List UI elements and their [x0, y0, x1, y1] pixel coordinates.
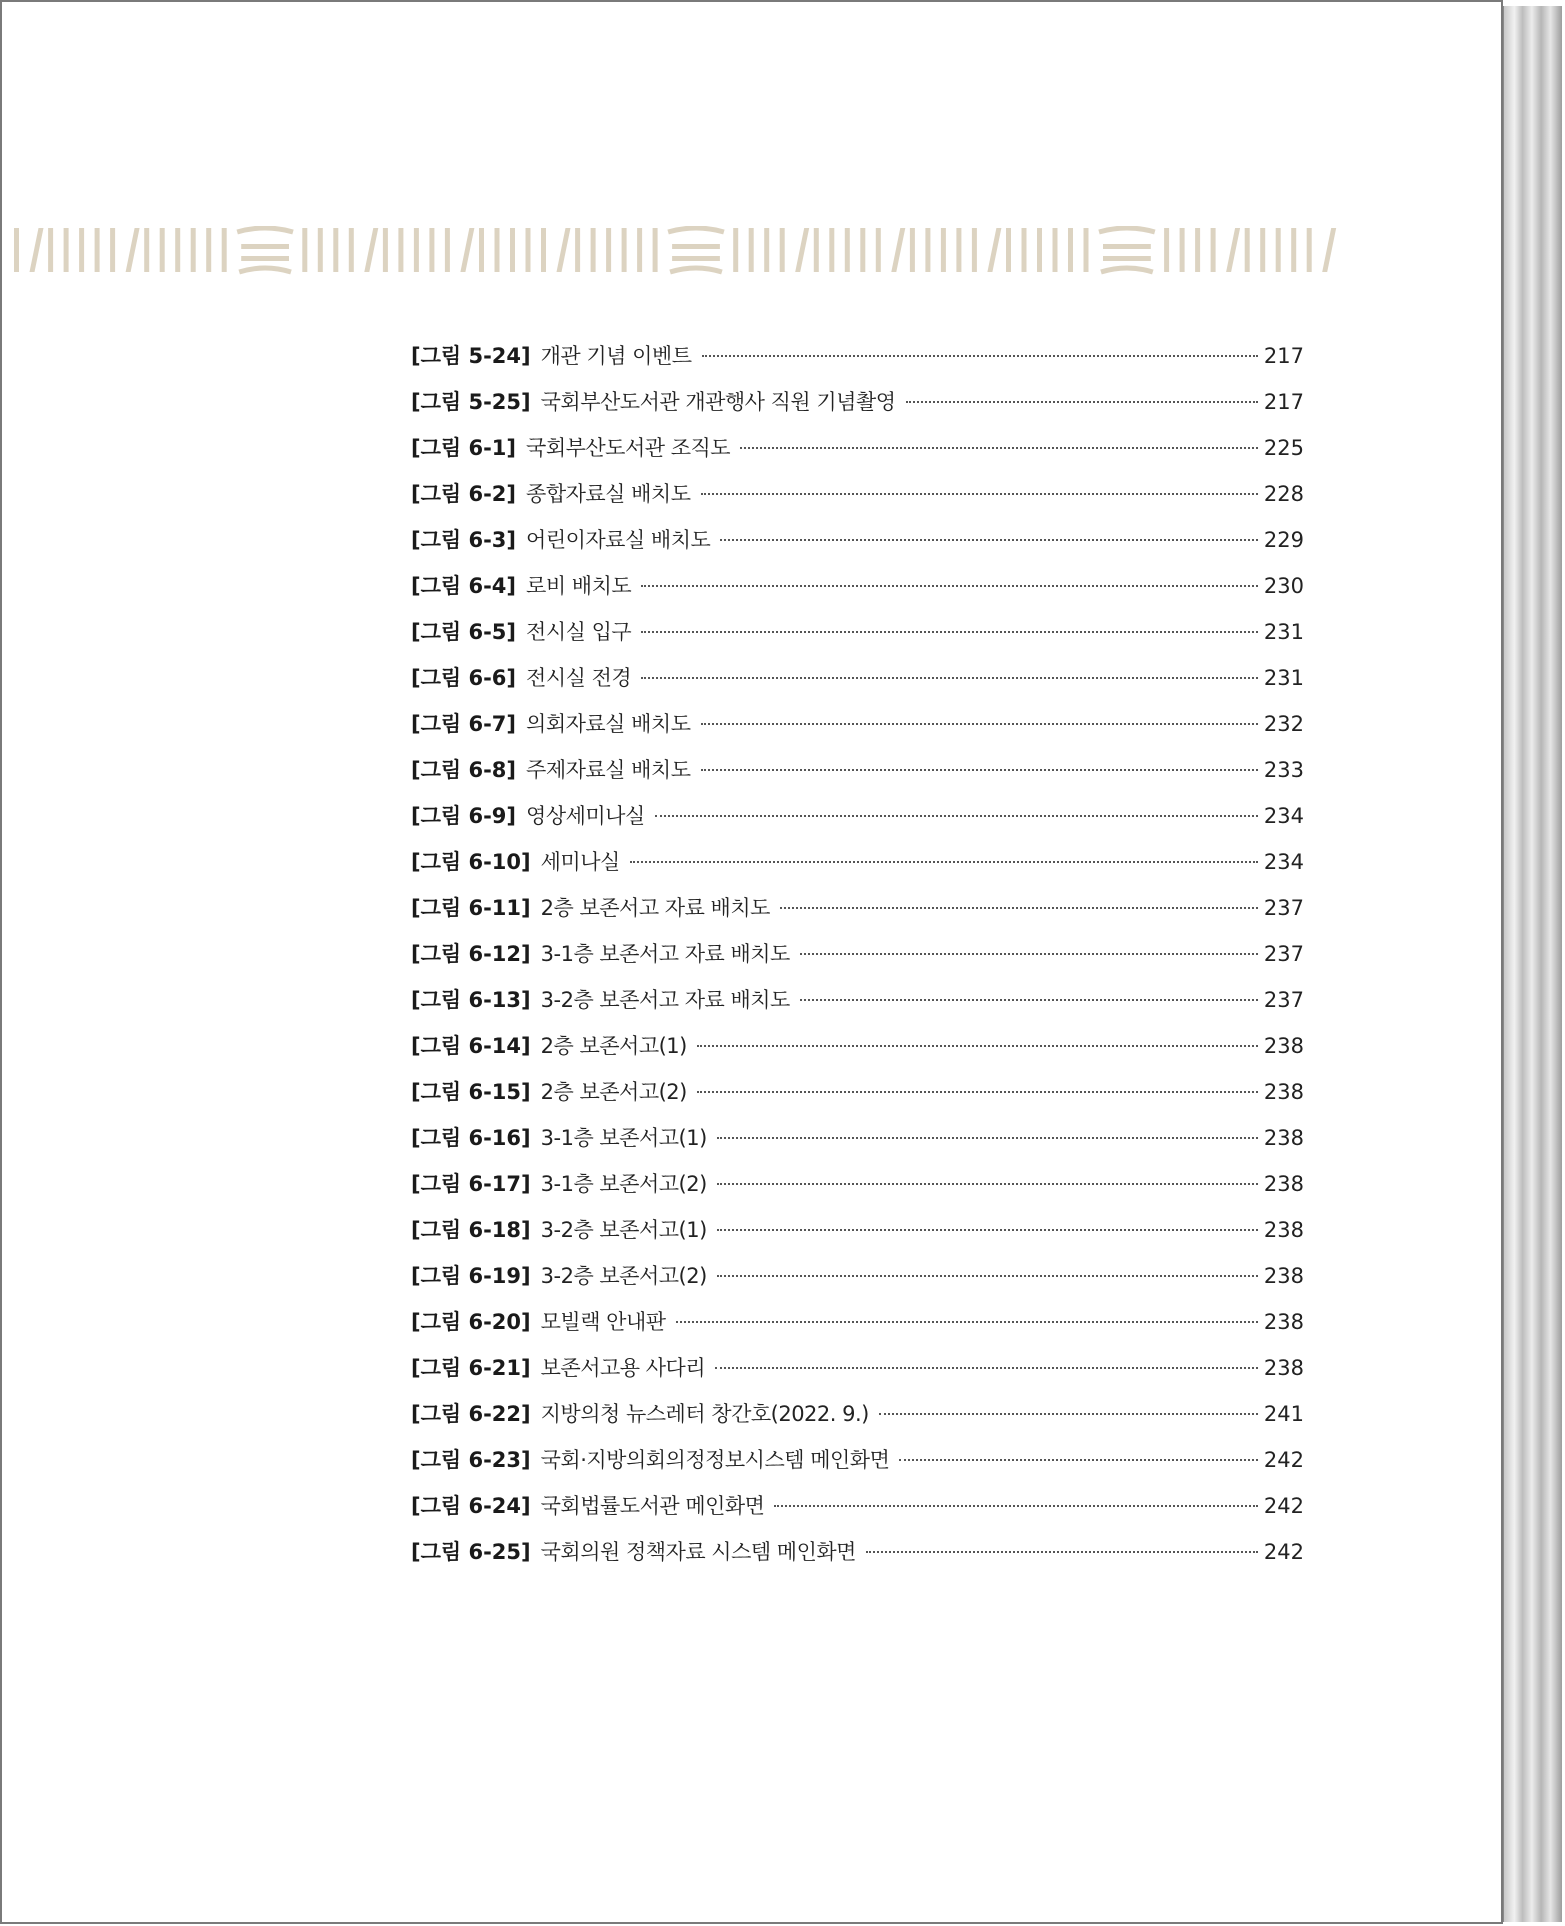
- decoration-mark: [383, 228, 388, 272]
- page-number: 242: [1263, 1540, 1304, 1564]
- dot-leader: [702, 355, 1258, 357]
- figure-title: 국회법률도서관 메인화면: [540, 1494, 765, 1518]
- decoration-mark: [160, 228, 165, 272]
- toc-entry: [411, 1352, 1304, 1398]
- decoration-mark: [206, 228, 211, 272]
- figure-title: 3-1층 보존서고 자료 배치도: [540, 942, 790, 966]
- page-number: 238: [1263, 1264, 1304, 1288]
- page-number: 237: [1263, 942, 1304, 966]
- decoration-mark: [668, 228, 724, 232]
- figure-label: [그림 6-22]: [411, 1402, 531, 1426]
- dot-leader: [780, 907, 1258, 909]
- decoration-mark: [79, 228, 84, 272]
- figure-title: 종합자료실 배치도: [526, 482, 691, 506]
- dot-leader: [906, 401, 1258, 403]
- decoration-mark: [672, 256, 720, 261]
- decoration-mark: [1226, 228, 1240, 272]
- toc-entry: [411, 1030, 1304, 1076]
- decoration-mark: [733, 228, 738, 272]
- decoration-mark: [48, 228, 53, 272]
- dot-leader: [866, 1551, 1258, 1553]
- decoration-mark: [672, 244, 720, 249]
- page-number: 238: [1263, 1034, 1304, 1058]
- decoration-mark: [333, 228, 338, 272]
- toc-entry: [411, 616, 1304, 662]
- decoration-mark: [429, 228, 434, 272]
- decoration-mark: [510, 228, 515, 272]
- page-number: 241: [1263, 1402, 1304, 1426]
- toc-entry: [411, 1536, 1304, 1582]
- decoration-mark: [1260, 228, 1265, 272]
- decoration-mark: [241, 244, 289, 249]
- decoration-mark: [175, 228, 180, 272]
- decoration-mark: [30, 228, 44, 272]
- decoration-mark: [1068, 228, 1073, 272]
- decoration-mark: [126, 228, 140, 272]
- toc-entry: [411, 1260, 1304, 1306]
- decoration-mark: [1099, 228, 1155, 232]
- figure-label: [그림 6-8]: [411, 758, 517, 782]
- decoration-mark: [318, 228, 323, 272]
- dot-leader: [701, 723, 1258, 725]
- page-edge: [1503, 6, 1562, 1922]
- figure-label: [그림 6-20]: [411, 1310, 531, 1334]
- dot-leader: [641, 631, 1258, 633]
- toc-entry: [411, 708, 1304, 754]
- decoration-mark: [237, 228, 293, 232]
- decoration-mark: [1245, 228, 1250, 272]
- toc-entry: [411, 1398, 1304, 1444]
- figure-title: 3-2층 보존서고(2): [540, 1264, 707, 1288]
- page-number: 217: [1263, 344, 1304, 368]
- decoration-mark: [1101, 268, 1153, 272]
- decoration-mark: [1103, 244, 1151, 249]
- figure-label: [그림 6-16]: [411, 1126, 531, 1150]
- decoration-mark: [622, 228, 627, 272]
- figure-label: [그림 6-15]: [411, 1080, 531, 1104]
- toc-entry: [411, 570, 1304, 616]
- decoration-mark: [222, 228, 227, 272]
- figure-title: 지방의청 뉴스레터 창간호(2022. 9.): [540, 1402, 869, 1426]
- decoration-mark: [1103, 256, 1151, 261]
- figure-list: [411, 340, 1304, 1582]
- decoration-mark: [1195, 228, 1200, 272]
- figure-title: 국회·지방의회의정정보시스템 메인화면: [540, 1448, 890, 1472]
- figure-label: [그림 5-24]: [411, 344, 531, 368]
- figure-title: 모빌랙 안내판: [540, 1310, 666, 1334]
- toc-entry: [411, 1490, 1304, 1536]
- page-number: 228: [1263, 482, 1304, 506]
- figure-label: [그림 6-12]: [411, 942, 531, 966]
- toc-entry: [411, 386, 1304, 432]
- decoration-mark: [526, 228, 531, 272]
- figure-label: [그림 6-7]: [411, 712, 517, 736]
- decoration-mark: [925, 228, 930, 272]
- figure-label: [그림 6-24]: [411, 1494, 531, 1518]
- decoration-mark: [557, 228, 571, 272]
- figure-label: [그림 6-1]: [411, 436, 517, 460]
- decoration-mark: [479, 228, 484, 272]
- figure-label: [그림 6-19]: [411, 1264, 531, 1288]
- page-number: 238: [1263, 1218, 1304, 1242]
- decoration-mark: [860, 228, 865, 272]
- dot-leader: [641, 585, 1258, 587]
- decoration-mark: [764, 228, 769, 272]
- decoration-mark: [1022, 228, 1027, 272]
- decoration-mark: [349, 228, 354, 272]
- figure-title: 2층 보존서고(1): [540, 1034, 687, 1058]
- toc-entry: [411, 800, 1304, 846]
- figure-title: 2층 보존서고(2): [540, 1080, 687, 1104]
- decoration-mark: [972, 228, 977, 272]
- figure-title: 국회부산도서관 개관행사 직원 기념촬영: [540, 390, 896, 414]
- toc-entry: [411, 1214, 1304, 1260]
- figure-title: 개관 기념 이벤트: [540, 344, 692, 368]
- decoration-mark: [1322, 228, 1336, 272]
- page-number: 234: [1263, 804, 1304, 828]
- page-number: 242: [1263, 1448, 1304, 1472]
- decoration-mark: [749, 228, 754, 272]
- figure-title: 전시실 전경: [526, 666, 632, 690]
- dot-leader: [899, 1459, 1258, 1461]
- toc-entry: [411, 432, 1304, 478]
- page-number: 232: [1263, 712, 1304, 736]
- toc-entry: [411, 938, 1304, 984]
- dot-leader: [717, 1137, 1258, 1139]
- dot-leader: [655, 815, 1258, 817]
- dot-leader: [630, 861, 1258, 863]
- decoration-mark: [637, 228, 642, 272]
- decoration-mark: [1180, 228, 1185, 272]
- decoration-mark: [144, 228, 149, 272]
- decoration-mark: [910, 228, 915, 272]
- dot-leader: [701, 493, 1258, 495]
- decoration-mark: [460, 228, 474, 272]
- dot-leader: [774, 1505, 1257, 1507]
- toc-entry: [411, 524, 1304, 570]
- page-number: 238: [1263, 1172, 1304, 1196]
- page-number: 238: [1263, 1310, 1304, 1334]
- decoration-mark: [1307, 228, 1312, 272]
- page-number: 217: [1263, 390, 1304, 414]
- dot-leader: [676, 1321, 1258, 1323]
- page-number: 238: [1263, 1356, 1304, 1380]
- toc-entry: [411, 1076, 1304, 1122]
- decoration-mark: [1037, 228, 1042, 272]
- decoration-mark: [941, 228, 946, 272]
- dot-leader: [701, 769, 1258, 771]
- figure-title: 2층 보존서고 자료 배치도: [540, 896, 770, 920]
- decoration-mark: [64, 228, 69, 272]
- toc-entry: [411, 1444, 1304, 1490]
- toc-entry: [411, 1122, 1304, 1168]
- figure-title: 3-2층 보존서고(1): [540, 1218, 707, 1242]
- decoration-mark: [445, 228, 450, 272]
- page-number: 242: [1263, 1494, 1304, 1518]
- dot-leader: [717, 1229, 1258, 1231]
- dot-leader: [697, 1091, 1258, 1093]
- decoration-mark: [302, 228, 307, 272]
- decoration-mark: [591, 228, 596, 272]
- decoration-mark: [191, 228, 196, 272]
- decoration-mark: [1006, 228, 1011, 272]
- figure-title: 3-2층 보존서고 자료 배치도: [540, 988, 790, 1012]
- decoration-mark: [364, 228, 378, 272]
- figure-label: [그림 6-25]: [411, 1540, 531, 1564]
- page-number: 238: [1263, 1126, 1304, 1150]
- decoration-mark: [876, 228, 881, 272]
- page-number: 231: [1263, 620, 1304, 644]
- decoration-mark: [1211, 228, 1216, 272]
- decoration-mark: [241, 256, 289, 261]
- toc-entry: [411, 1306, 1304, 1352]
- figure-title: 전시실 입구: [526, 620, 632, 644]
- decoration-mark: [575, 228, 580, 272]
- dot-leader: [879, 1413, 1258, 1415]
- decoration-mark: [1276, 228, 1281, 272]
- figure-label: [그림 6-4]: [411, 574, 517, 598]
- toc-entry: [411, 984, 1304, 1030]
- decoration-mark: [891, 228, 905, 272]
- decoration-mark: [795, 228, 809, 272]
- decoration-mark: [14, 228, 19, 272]
- toc-entry: [411, 662, 1304, 708]
- decoration-mark: [110, 228, 115, 272]
- figure-title: 3-1층 보존서고(2): [540, 1172, 707, 1196]
- figure-label: [그림 6-3]: [411, 528, 517, 552]
- dot-leader: [740, 447, 1258, 449]
- page-number: 238: [1263, 1080, 1304, 1104]
- page-number: 230: [1263, 574, 1304, 598]
- toc-entry: [411, 846, 1304, 892]
- dot-leader: [717, 1275, 1258, 1277]
- figure-title: 로비 배치도: [526, 574, 632, 598]
- figure-label: [그림 6-23]: [411, 1448, 531, 1472]
- decoration-mark: [1291, 228, 1296, 272]
- decoration-mark: [541, 228, 546, 272]
- decoration-mark: [1053, 228, 1058, 272]
- page-number: 225: [1263, 436, 1304, 460]
- figure-label: [그림 6-13]: [411, 988, 531, 1012]
- decoration-mark: [653, 228, 658, 272]
- figure-title: 국회부산도서관 조직도: [526, 436, 731, 460]
- figure-title: 3-1층 보존서고(1): [540, 1126, 707, 1150]
- page-number: 229: [1263, 528, 1304, 552]
- dot-leader: [720, 539, 1258, 541]
- page-number: 231: [1263, 666, 1304, 690]
- decoration-mark: [495, 228, 500, 272]
- figure-title: 세미나실: [540, 850, 620, 874]
- decoration-mark: [780, 228, 785, 272]
- page-number: 233: [1263, 758, 1304, 782]
- decoration-mark: [829, 228, 834, 272]
- figure-label: [그림 6-21]: [411, 1356, 531, 1380]
- decorative-header-band: [12, 226, 1500, 276]
- figure-label: [그림 6-9]: [411, 804, 517, 828]
- figure-label: [그림 6-10]: [411, 850, 531, 874]
- decoration-mark: [95, 228, 100, 272]
- figure-label: [그림 6-14]: [411, 1034, 531, 1058]
- decoration-mark: [398, 228, 403, 272]
- figure-label: [그림 6-18]: [411, 1218, 531, 1242]
- dot-leader: [800, 999, 1258, 1001]
- decoration-mark: [670, 268, 722, 272]
- figure-label: [그림 6-2]: [411, 482, 517, 506]
- figure-title: 의회자료실 배치도: [526, 712, 691, 736]
- figure-title: 국회의원 정책자료 시스템 메인화면: [540, 1540, 856, 1564]
- decoration-mark: [1084, 228, 1089, 272]
- decoration-mark: [606, 228, 611, 272]
- decoration-mark: [845, 228, 850, 272]
- decoration-mark: [414, 228, 419, 272]
- page-number: 237: [1263, 988, 1304, 1012]
- dot-leader: [697, 1045, 1258, 1047]
- dot-leader: [717, 1183, 1258, 1185]
- page-number: 237: [1263, 896, 1304, 920]
- toc-entry: [411, 340, 1304, 386]
- figure-title: 어린이자료실 배치도: [526, 528, 711, 552]
- dot-leader: [641, 677, 1258, 679]
- figure-label: [그림 6-6]: [411, 666, 517, 690]
- figure-title: 영상세미나실: [526, 804, 645, 828]
- decoration-mark: [987, 228, 1001, 272]
- figure-label: [그림 6-5]: [411, 620, 517, 644]
- decoration-mark: [1164, 228, 1169, 272]
- figure-label: [그림 6-11]: [411, 896, 531, 920]
- toc-entry: [411, 754, 1304, 800]
- decoration-mark: [239, 268, 291, 272]
- figure-title: 주제자료실 배치도: [526, 758, 691, 782]
- toc-entry: [411, 1168, 1304, 1214]
- dot-leader: [800, 953, 1258, 955]
- figure-label: [그림 5-25]: [411, 390, 531, 414]
- toc-entry: [411, 892, 1304, 938]
- figure-title: 보존서고용 사다리: [540, 1356, 706, 1380]
- toc-entry: [411, 478, 1304, 524]
- decoration-mark: [956, 228, 961, 272]
- figure-label: [그림 6-17]: [411, 1172, 531, 1196]
- dot-leader: [715, 1367, 1258, 1369]
- decoration-mark: [814, 228, 819, 272]
- page-number: 234: [1263, 850, 1304, 874]
